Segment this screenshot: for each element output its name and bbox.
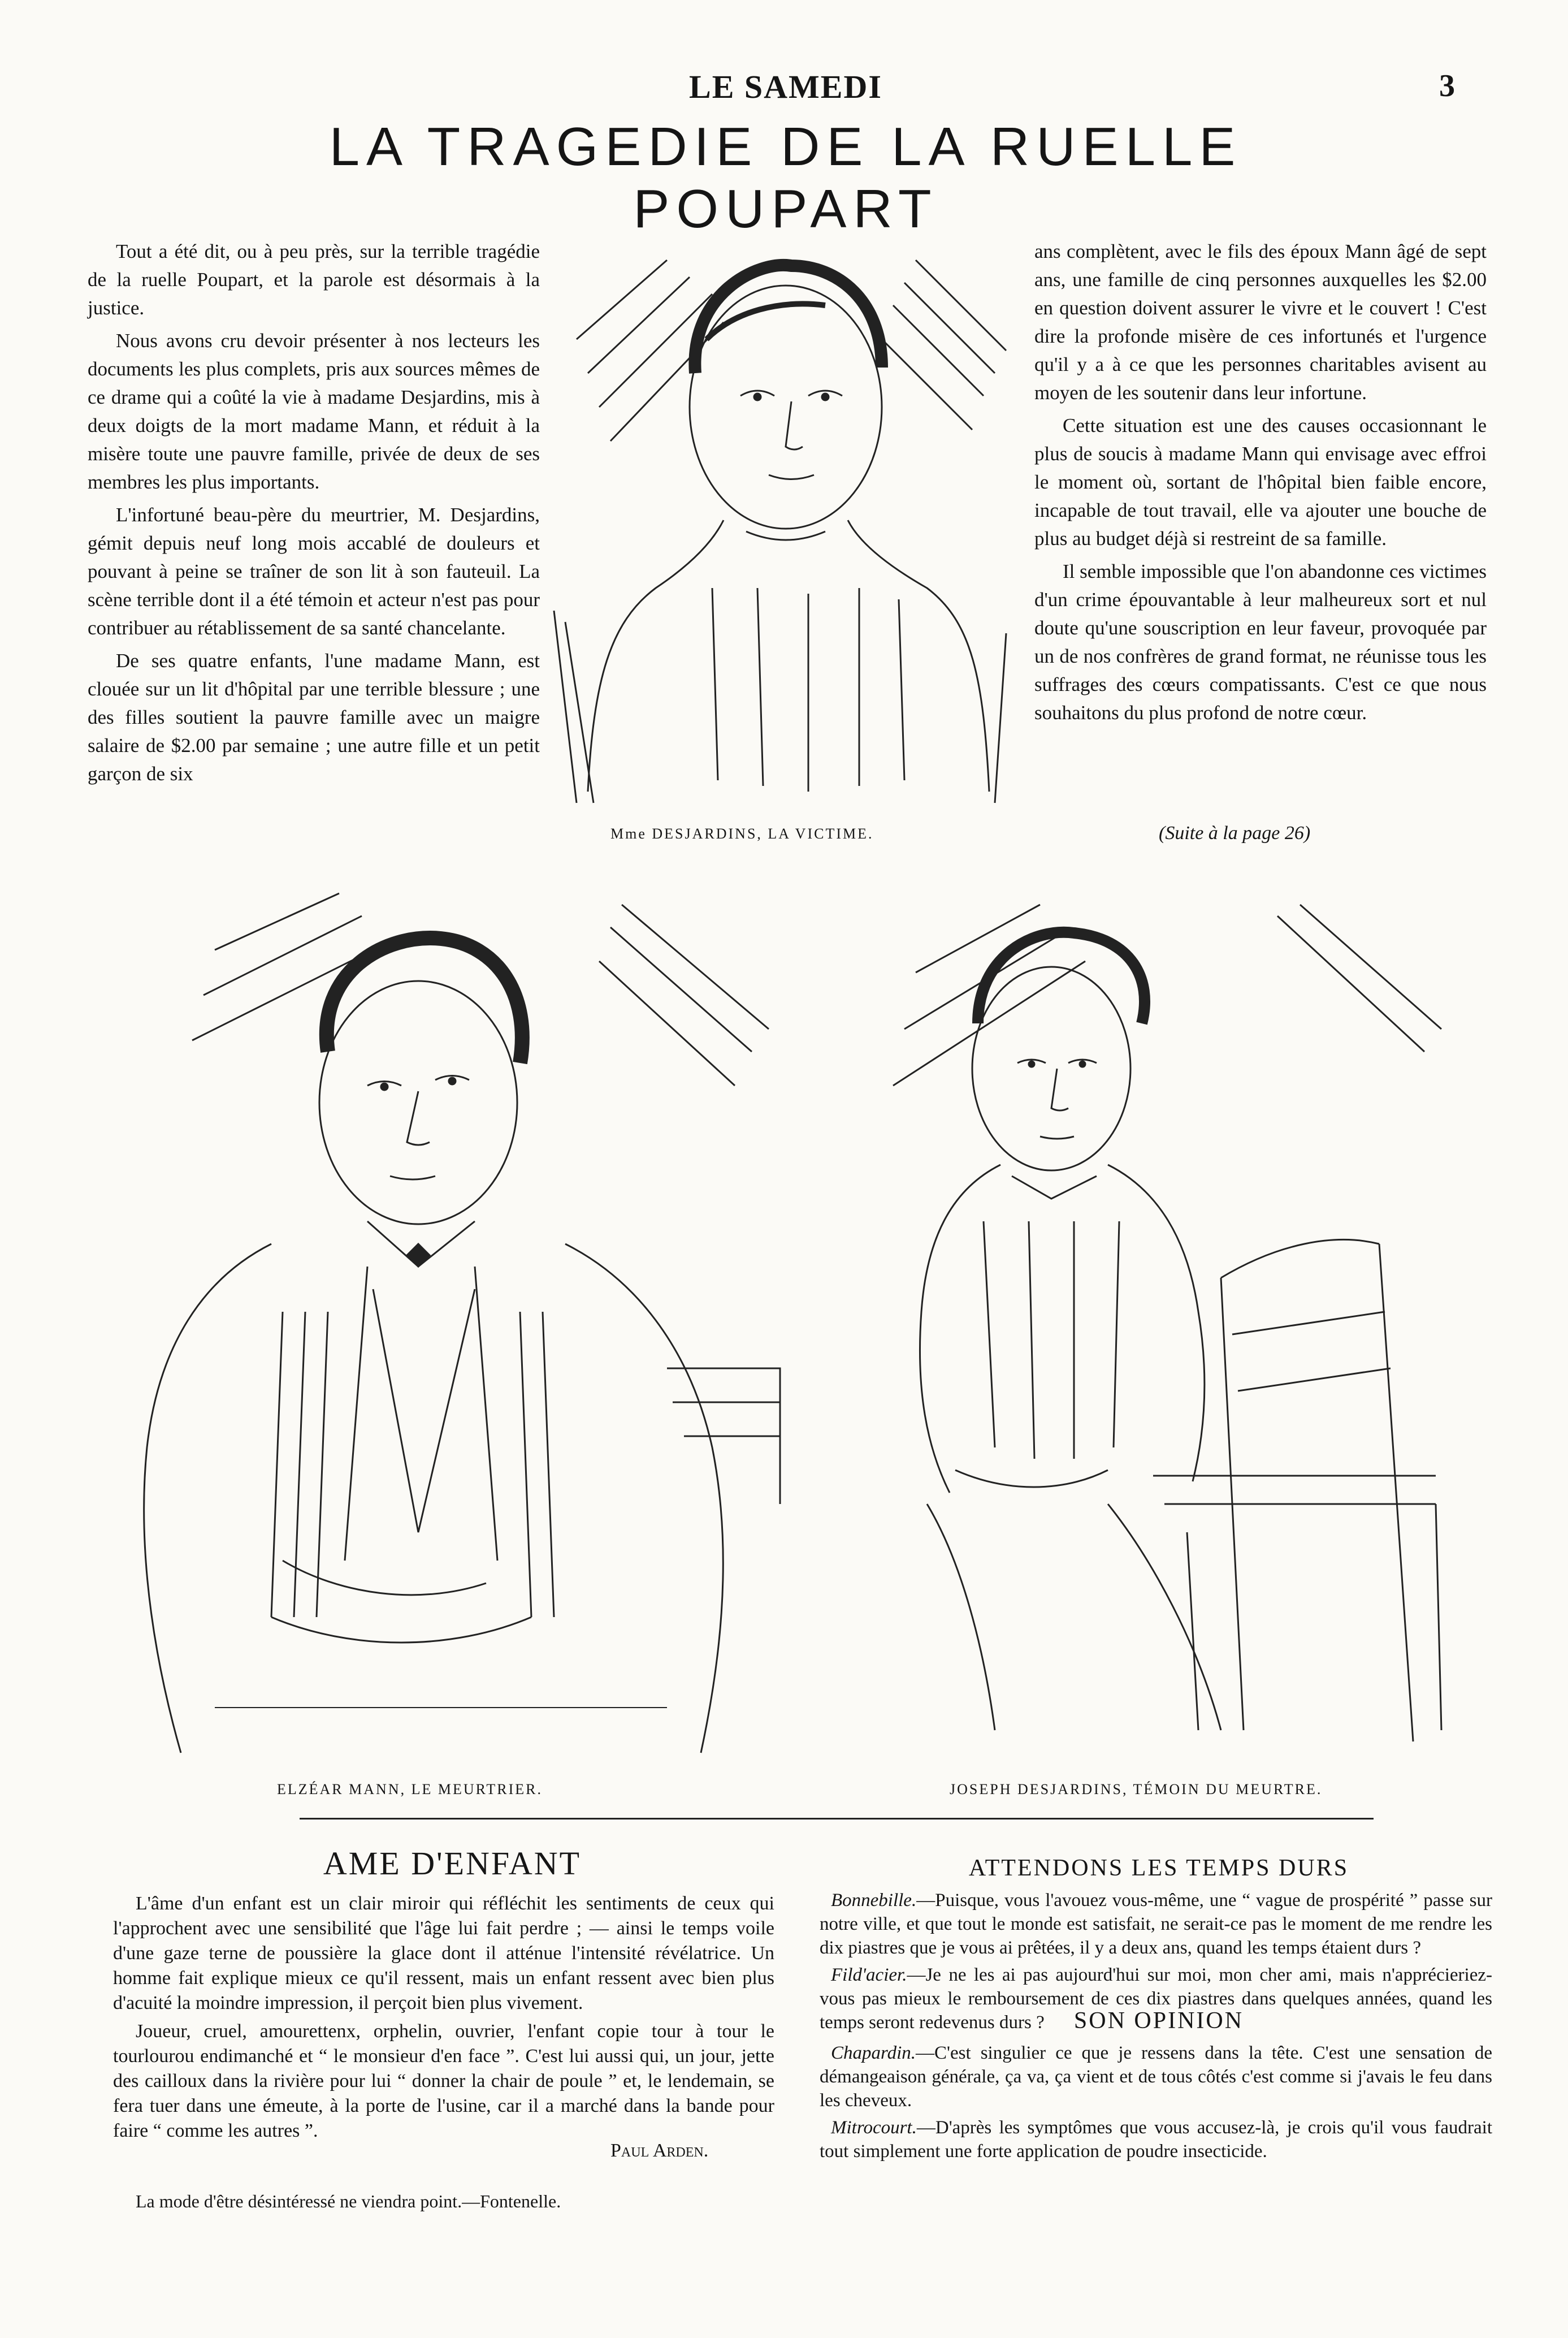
paragraph: L'âme d'un enfant est un clair miroir qui réfléchit les sentiments de ceux qui l'approchent avec une sensibilité que l'âge lui fait perdre ; — ainsi le temps voile d'une gaze terne de poussière la glace dont il atténue l'intensité révélatrice. Un homme fait explique mieux ce qu'il ressent, mais un enfant ressent avec bien plus d'acuité la moindre impression, il perçoit bien plus vivement. bbox=[113, 1893, 774, 2013]
speaker: Fild'acier. bbox=[831, 1965, 907, 1985]
paragraph: Il semble impossible que l'on abandonne ces victimes d'un crime épouvantable à leur malheureux sort et nul doute qu'une souscription en leur faveur, provoquée par un de nos confrères de grand format, ne réunisse tous les suffrages des cœurs compatissants. C'est ce que nous souhaitons du plus profond de notre cœur. bbox=[1034, 560, 1487, 724]
opinion-dialog bbox=[820, 2041, 1492, 2167]
article-left-column bbox=[88, 237, 540, 793]
article-title: LA TRAGEDIE DE LA RUELLE POUPART bbox=[329, 116, 1242, 239]
page-number: 3 bbox=[1439, 68, 1455, 103]
ame-title: AME D'ENFANT bbox=[323, 1845, 582, 1882]
paragraph: Joueur, cruel, amourettenx, orphelin, ouvrier, l'enfant copie tour à tour le tourlourou endimanché et “ le monsieur d'en face ”. C'est lui aussi qui, un jour, jette des cailloux dans la rivière pour lui “ donner la chair de poule ” et, le lendemain, se fera tuer dans une émeute, à la porte de l'usine, car il a marché dans la bande pour faire “ comme les autres ”. bbox=[113, 2021, 774, 2141]
quote: La mode d'être désintéressé ne viendra point.—Fontenelle. bbox=[136, 2191, 561, 2211]
paragraph: L'infortuné beau-père du meurtrier, M. Desjardins, gémit depuis neuf long mois accablé de douleurs et pouvant à peine se traîner de son lit à son fauteuil. La scène terrible dont il a été témoin et acteur n'est pas pour contribuer au rétablissement de sa santé chancelante. bbox=[88, 504, 540, 639]
paragraph: ans complètent, avec le fils des époux Mann âgé de sept ans, une famille de cinq personnes auxquelles les $2.00 en question doivent assurer le vivre et le couvert ! C'est dire la profonde misère de ces infortunés et l'urgence qu'il y a à ce que les personnes charitables avisent au moyen de les soutenir dans leur infortune. bbox=[1034, 240, 1487, 404]
paragraph: Nous avons cru devoir présenter à nos lecteurs les documents les plus complets, pris aux sources mêmes de ce drame qui a coûté la vie à madame Desjardins, mis à deux doigts de la mort madame Mann, et réduit à la misère toute une pauvre famille, privée de deux de ses membres les plus importants. bbox=[88, 330, 540, 493]
paragraph: Tout a été dit, ou à peu près, sur la terrible tragédie de la ruelle Poupart, et la parole est désormais à la justice. bbox=[88, 240, 540, 319]
paragraph: Cette situation est une des causes occasionnant le plus de soucis à madame Mann qui envisage avec effroi le moment où, sortant de l'hôpital bien faible encore, incapable de tout travail, elle va ajouter une bouche de plus au budget déjà si restreint de sa famille. bbox=[1034, 414, 1487, 550]
dialog-text: —D'après les symptômes que vous accusez-là, je crois qu'il vous faudrait tout simplement une forte application de poudre insecticide. bbox=[820, 2117, 1492, 2162]
paragraph: De ses quatre enfants, l'une madame Mann, est clouée sur un lit d'hôpital par une terrible blessure ; une des filles soutient la pauvre famille avec un maigre salaire de $2.00 par semaine ; une autre fille et un petit garçon de six bbox=[88, 650, 540, 785]
witness-caption: JOSEPH DESJARDINS, TÉMOIN DU MEURTRE. bbox=[950, 1781, 1323, 1797]
section-divider bbox=[300, 1818, 1374, 1820]
speaker: Mitrocourt. bbox=[831, 2117, 917, 2138]
article-right-column bbox=[1034, 237, 1487, 732]
continued-note: (Suite à la page 26) bbox=[1159, 823, 1311, 844]
dialog-line bbox=[820, 2041, 1492, 2112]
speaker: Bonnebille. bbox=[831, 1890, 917, 1911]
attendons-title: ATTENDONS LES TEMPS DURS bbox=[968, 1855, 1349, 1881]
author-signature: Paul Arden. bbox=[610, 2140, 709, 2161]
victim-caption: Mme DESJARDINS, LA VICTIME. bbox=[610, 826, 874, 842]
dialog-text: —C'est singulier ce que je ressens dans la tête. C'est une sensation de démangeaison générale, ça va, ça vient et de tous côtés c'est comme si j'avais le feu dans les cheveux. bbox=[820, 2043, 1492, 2111]
dialog-line bbox=[820, 1888, 1492, 1960]
dialog-line bbox=[820, 2116, 1492, 2163]
newspaper-name: LE SAMEDI bbox=[689, 68, 882, 105]
dialog-text: —Puisque, vous l'avouez vous-même, une “ vague de prospérité ” passe sur notre ville, et que tout le monde est satisfait, ne serait-ce pas le moment de me rendre les dix piastres que je vous ai prêtées, il y a deux ans, quand les temps étaient durs ? bbox=[820, 1890, 1492, 1958]
killer-caption: ELZÉAR MANN, LE MEURTRIER. bbox=[277, 1781, 543, 1797]
killer-portrait-illustration bbox=[102, 882, 797, 1764]
ame-body bbox=[113, 1891, 774, 2147]
witness-portrait-illustration bbox=[814, 882, 1498, 1764]
speaker: Chapardin. bbox=[831, 2043, 916, 2063]
opinion-title: SON OPINION bbox=[1073, 2008, 1244, 2034]
dialog-text: —Je ne les ai pas aujourd'hui sur moi, mon cher ami, mais n'apprécieriez-vous pas mieux le remboursement de ces dix piastres dans quelques années, quand les temps seront redevenus durs ? bbox=[820, 1965, 1492, 2033]
victim-portrait-illustration bbox=[543, 226, 1029, 814]
